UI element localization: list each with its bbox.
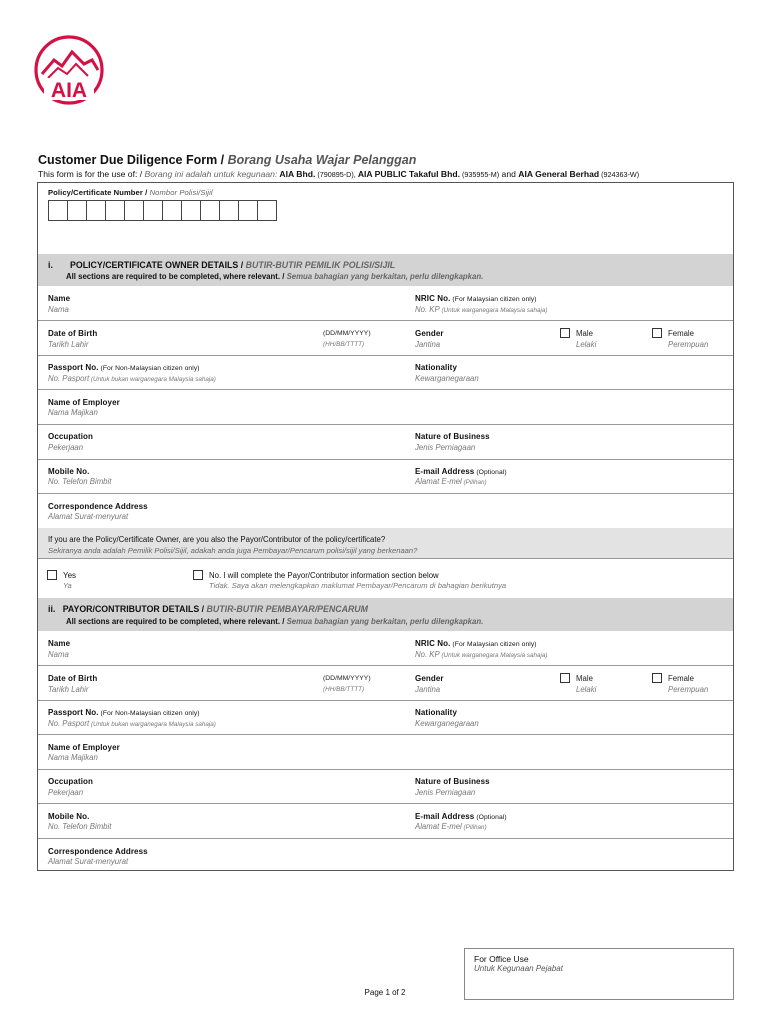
payor-no-label-ms: Tidak. Saya akan melengkapkan maklumat Pembayar/Pencarum di bahagian berikutnya — [209, 581, 507, 590]
s1-female-label: Female — [668, 329, 694, 338]
s2-address-label: Correspondence Address — [48, 847, 148, 856]
s1-address-label: Correspondence Address — [48, 502, 148, 511]
policy-number-box[interactable] — [238, 200, 258, 221]
s1-name-label-ms: Nama — [48, 305, 69, 314]
payor-no-checkbox[interactable] — [193, 570, 203, 580]
divider — [38, 320, 733, 321]
s1-nric-label: NRIC No. (For Malaysian citizen only) — [415, 294, 537, 303]
s2-dob-format: (DD/MM/YYYY) — [323, 675, 371, 682]
s1-female-checkbox[interactable] — [652, 328, 662, 338]
divider — [38, 734, 733, 735]
s1-occupation-label: Occupation — [48, 432, 94, 441]
payor-question: If you are the Policy/Certificate Owner, are you also the Payor/Contributor of the policy/certificate? — [48, 535, 386, 544]
s2-occupation-label: Occupation — [48, 777, 94, 786]
s2-business-label-ms: Jenis Perniagaan — [415, 788, 476, 797]
policy-number-box[interactable] — [105, 200, 125, 221]
s1-employer-label: Name of Employer — [48, 398, 120, 407]
s1-nric-label-ms: No. KP (Untuk warganegara Malaysia sahaja) — [415, 305, 548, 314]
policy-number-box[interactable] — [181, 200, 201, 221]
s1-email-label-ms: Alamat E-mel (Pilihan) — [415, 477, 487, 486]
divider — [38, 424, 733, 425]
s1-male-label: Male — [576, 329, 593, 338]
s2-passport-label-ms: No. Pasport (Untuk bukan warganegara Malaysia sahaja) — [48, 719, 216, 728]
s2-passport-label: Passport No. (For Non-Malaysian citizen only) — [48, 708, 200, 717]
s1-address-label-ms: Alamat Surat-menyurat — [48, 512, 129, 521]
logo-text: AIA — [50, 79, 88, 102]
s2-email-label: E-mail Address (Optional) — [415, 812, 507, 821]
payor-yes-label-ms: Ya — [63, 581, 72, 590]
divider — [38, 769, 733, 770]
s2-gender-label: Gender — [415, 674, 444, 683]
divider — [38, 803, 733, 804]
section1-note: All sections are required to be completed, where relevant. / Semua bahagian yang berkaitan, perlu dilengkapkan. — [66, 272, 484, 281]
s1-business-label: Nature of Business — [415, 432, 490, 441]
s2-gender-label-ms: Jantina — [415, 685, 441, 694]
s2-mobile-label-ms: No. Telefon Bimbit — [48, 822, 112, 831]
divider — [38, 459, 733, 460]
policy-number-box[interactable] — [219, 200, 239, 221]
s2-nationality-label-ms: Kewarganegaraan — [415, 719, 479, 728]
s2-name-label: Name — [48, 639, 71, 648]
s1-male-label-ms: Lelaki — [576, 340, 597, 349]
policy-number-boxes[interactable] — [48, 200, 276, 221]
divider — [38, 700, 733, 701]
section2-note: All sections are required to be completed, where relevant. / Semua bahagian yang berkaitan, perlu dilengkapkan. — [66, 617, 484, 626]
s1-mobile-label-ms: No. Telefon Bimbit — [48, 477, 112, 486]
s2-name-label-ms: Nama — [48, 650, 69, 659]
s2-employer-label-ms: Nama Majikan — [48, 753, 98, 762]
s1-occupation-label-ms: Pekerjaan — [48, 443, 84, 452]
divider — [38, 838, 733, 839]
s2-dob-format-ms: (HH/BB/TTTT) — [323, 686, 365, 693]
s2-male-label-ms: Lelaki — [576, 685, 597, 694]
policy-number-box[interactable] — [162, 200, 182, 221]
s1-gender-label-ms: Jantina — [415, 340, 441, 349]
s2-email-label-ms: Alamat E-mel (Pilihan) — [415, 822, 487, 831]
s2-nationality-label: Nationality — [415, 708, 457, 717]
s1-male-checkbox[interactable] — [560, 328, 570, 338]
divider — [38, 389, 733, 390]
s2-mobile-label: Mobile No. — [48, 812, 90, 821]
s1-nationality-label: Nationality — [415, 363, 457, 372]
form-subtitle: This form is for the use of: / Borang ini adalah untuk kegunaan: AIA Bhd. (790895-D), AIA PUBLIC Takaful Bhd. (935955-M) and AIA General Berhad (924363-W) — [38, 169, 640, 179]
office-use-label: For Office Use — [474, 954, 529, 964]
divider — [38, 493, 733, 494]
policy-number-box[interactable] — [48, 200, 68, 221]
policy-number-label: Policy/Certificate Number / Nombor Polisi/Sijil — [48, 188, 213, 197]
s2-nric-label: NRIC No. (For Malaysian citizen only) — [415, 639, 537, 648]
s1-passport-label: Passport No. (For Non-Malaysian citizen only) — [48, 363, 200, 372]
section2-header — [38, 598, 733, 631]
policy-number-box[interactable] — [67, 200, 87, 221]
payor-question-ms: Sekiranya anda adalah Pemilik Polisi/Sijil, adakah anda juga Pembayar/Pencarum polisi/sijil yang berkenaan? — [48, 546, 418, 555]
payor-yes-label: Yes — [63, 571, 77, 580]
s1-employer-label-ms: Nama Majikan — [48, 408, 98, 417]
s2-occupation-label-ms: Pekerjaan — [48, 788, 84, 797]
s1-dob-label: Date of Birth — [48, 329, 98, 338]
s2-address-label-ms: Alamat Surat-menyurat — [48, 857, 129, 866]
s2-female-label: Female — [668, 674, 694, 683]
s1-email-label: E-mail Address (Optional) — [415, 467, 507, 476]
form-title: Customer Due Diligence Form / Borang Usaha Wajar Pelanggan — [38, 153, 417, 167]
s1-gender-label: Gender — [415, 329, 444, 338]
s1-dob-label-ms: Tarikh Lahir — [48, 340, 89, 349]
s1-name-label: Name — [48, 294, 71, 303]
s1-passport-label-ms: No. Pasport (Untuk bukan warganegara Malaysia sahaja) — [48, 374, 216, 383]
policy-number-box[interactable] — [124, 200, 144, 221]
payor-yes-checkbox[interactable] — [47, 570, 57, 580]
s2-dob-label: Date of Birth — [48, 674, 98, 683]
s1-mobile-label: Mobile No. — [48, 467, 90, 476]
section1-title: i. POLICY/CERTIFICATE OWNER DETAILS / BUTIR-BUTIR PEMILIK POLISI/SIJIL — [48, 260, 396, 270]
s1-business-label-ms: Jenis Perniagaan — [415, 443, 476, 452]
s2-business-label: Nature of Business — [415, 777, 490, 786]
s2-female-checkbox[interactable] — [652, 673, 662, 683]
s2-male-label: Male — [576, 674, 593, 683]
page-number: Page 1 of 2 — [364, 988, 406, 997]
s2-employer-label: Name of Employer — [48, 743, 120, 752]
s2-female-label-ms: Perempuan — [668, 685, 709, 694]
policy-number-box[interactable] — [257, 200, 277, 221]
s1-dob-format-ms: (HH/BB/TTTT) — [323, 341, 365, 348]
policy-number-box[interactable] — [200, 200, 220, 221]
s2-nric-label-ms: No. KP (Untuk warganegara Malaysia sahaja) — [415, 650, 548, 659]
s1-nationality-label-ms: Kewarganegaraan — [415, 374, 479, 383]
section2-title: ii. PAYOR/CONTRIBUTOR DETAILS / BUTIR-BUTIR PEMBAYAR/PENCARUM — [48, 604, 368, 614]
divider — [38, 665, 733, 666]
divider — [38, 558, 733, 559]
policy-number-box[interactable] — [86, 200, 106, 221]
s1-female-label-ms: Perempuan — [668, 340, 709, 349]
section1-header — [38, 254, 733, 286]
s2-dob-label-ms: Tarikh Lahir — [48, 685, 89, 694]
s2-male-checkbox[interactable] — [560, 673, 570, 683]
aia-logo — [34, 34, 104, 106]
office-use-label-ms: Untuk Kegunaan Pejabat — [474, 964, 563, 973]
s1-dob-format: (DD/MM/YYYY) — [323, 330, 371, 337]
divider — [38, 355, 733, 356]
payor-no-label: No. I will complete the Payor/Contributor information section below — [209, 571, 439, 580]
policy-number-box[interactable] — [143, 200, 163, 221]
